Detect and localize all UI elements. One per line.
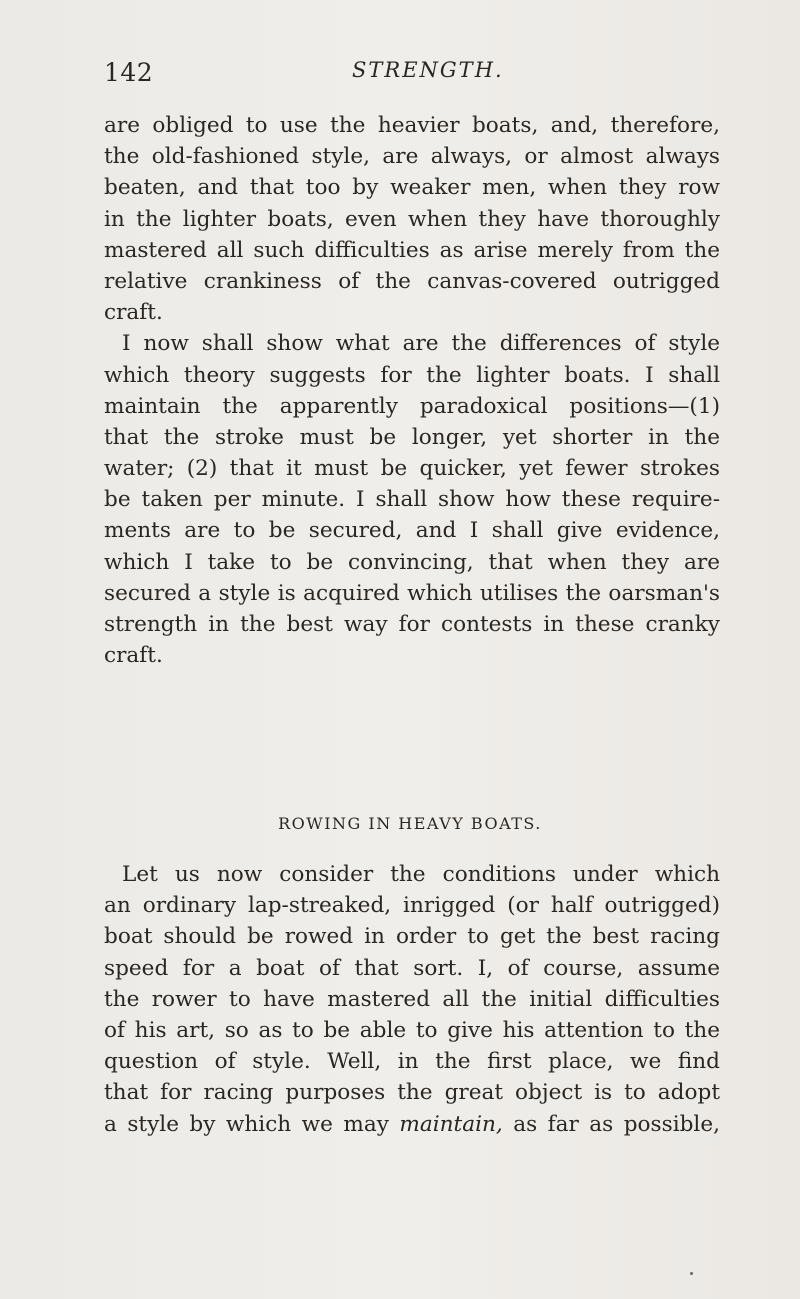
- running-head: [0, 58, 800, 94]
- text-line: which theory suggests for the lighter boats. I shall: [104, 362, 720, 388]
- text-line: ments are to be secured, and I shall give evidence,: [104, 518, 720, 544]
- text-line: maintain the apparently paradoxical positions—(1): [104, 393, 720, 419]
- text-line: Let us now consider the conditions under which: [122, 862, 720, 887]
- text-line: the old-fashioned style, are always, or almost always: [104, 144, 720, 170]
- text-line: in the lighter boats, even when they have thoroughly: [104, 206, 720, 232]
- text-line: secured a style is acquired which utilises the oarsman's: [104, 580, 720, 606]
- text-fragment: as far as possible,: [502, 1111, 720, 1137]
- text-line: craft.: [104, 300, 163, 326]
- text-line: are obliged to use the heavier boats, and, therefore,: [104, 113, 720, 138]
- text-line: strength in the best way for contests in these cranky: [104, 612, 720, 637]
- text-line: of his art, so as to be able to give his attention to the: [104, 1017, 720, 1043]
- text-line: I now shall show what are the differences of style: [122, 331, 720, 357]
- text-line: speed for a boat of that sort. I, of course, assume: [104, 955, 720, 981]
- text-block-lower: [104, 859, 720, 1140]
- text-line: be taken per minute. I shall show how these require-: [104, 487, 720, 513]
- text-line: boat should be rowed in order to get the best racing: [104, 924, 720, 950]
- text-fragment: a style by which we may: [104, 1111, 400, 1137]
- text-line: craft.: [104, 643, 163, 669]
- text-line: mastered all such difficulties as arise merely from the: [104, 237, 720, 263]
- text-line: relative crankiness of the canvas-covered outrigged: [104, 268, 720, 294]
- running-title: STRENGTH.: [352, 58, 504, 82]
- emphasis-word: maintain,: [399, 1111, 503, 1137]
- text-line: which I take to be convincing, that when they are: [104, 549, 720, 575]
- text-line: the rower to have mastered all the initial difficulties: [104, 986, 720, 1012]
- text-block-upper: [104, 110, 720, 671]
- text-line: that for racing purposes the great object is to adopt: [104, 1080, 720, 1106]
- text-line: that the stroke must be longer, yet shorter in the: [104, 424, 720, 450]
- print-speck: [690, 1272, 693, 1275]
- text-line: [104, 1109, 720, 1140]
- text-line: question of style. Well, in the first place, we find: [104, 1049, 720, 1075]
- text-line: an ordinary lap-streaked, inrigged (or half outrigged): [104, 893, 720, 919]
- text-line: water; (2) that it must be quicker, yet fewer strokes: [104, 456, 720, 482]
- section-heading: ROWING IN HEAVY BOATS.: [278, 814, 542, 833]
- text-line: beaten, and that too by weaker men, when they row: [104, 175, 720, 201]
- page-number: 142: [104, 58, 154, 87]
